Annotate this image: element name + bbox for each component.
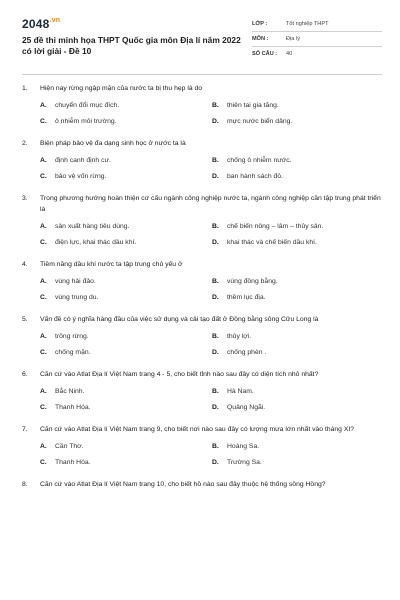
option-label: C. (40, 118, 47, 125)
answer-option[interactable] (212, 116, 384, 127)
answer-option[interactable] (40, 276, 212, 287)
option-label: D. (212, 118, 219, 125)
option-text: Cần Thơ. (55, 443, 84, 450)
question-number: 3. (22, 195, 28, 202)
question-number: 8. (22, 481, 28, 488)
option-label: B. (212, 443, 219, 450)
question-number: 1. (22, 85, 28, 92)
option-text: chuyển đổi mục đích. (55, 102, 120, 109)
option-label: A. (40, 157, 47, 164)
option-text: thềm lục địa. (227, 294, 266, 301)
question-item (22, 314, 382, 358)
meta-row-question-count (252, 47, 382, 61)
option-label: B. (212, 223, 219, 230)
question-item (22, 138, 382, 182)
option-label: D. (212, 173, 219, 180)
option-text: vùng đồng bằng. (227, 278, 278, 285)
header-left (22, 17, 242, 61)
answer-option[interactable] (212, 457, 384, 468)
answer-option[interactable] (40, 347, 212, 358)
answer-option[interactable] (40, 292, 212, 303)
question-text: Biện pháp bảo vệ đa dạng sinh học ở nước ta là (40, 140, 186, 147)
option-label: B. (212, 102, 219, 109)
option-text: chế biến nông – lâm – thủy sản. (227, 223, 324, 230)
question-number: 6. (22, 371, 28, 378)
option-label: A. (40, 388, 47, 395)
question-number: 5. (22, 316, 28, 323)
option-text: bảo vệ vốn rừng. (55, 173, 107, 180)
answer-option[interactable] (212, 155, 384, 166)
option-label: C. (40, 294, 47, 301)
question-number: 7. (22, 426, 28, 433)
question-item (22, 83, 382, 127)
option-label: A. (40, 102, 47, 109)
answer-option[interactable] (40, 402, 212, 413)
answer-option[interactable] (40, 171, 212, 182)
document-meta (252, 17, 382, 61)
question-text: Căn cứ vào Atlat Địa lí Việt Nam trang 9, cho biết nơi nào sau đây có lượng mưa lớn nhất vào tháng XI? (40, 426, 355, 433)
option-text: ô nhiễm môi trường. (55, 118, 117, 125)
answer-option[interactable] (40, 100, 212, 111)
meta-label: MÔN : (252, 36, 269, 42)
option-label: B. (212, 157, 219, 164)
answer-option[interactable] (40, 155, 212, 166)
meta-value: Địa lý (286, 36, 300, 42)
option-text: Thanh Hóa. (55, 404, 91, 411)
option-text: Hà Nam. (227, 388, 254, 395)
meta-row-subject (252, 32, 382, 47)
question-item (22, 424, 382, 468)
question-stem (22, 369, 382, 380)
meta-value: Tốt nghiệp THPT (286, 21, 329, 27)
question-text: Vấn đề có ý nghĩa hàng đầu của việc sử dụng và cải tạo đất ở Đồng bằng sông Cửu Long là (40, 316, 319, 323)
answer-options (40, 276, 382, 303)
meta-label: SỐ CÂU : (252, 51, 278, 57)
question-stem (22, 314, 382, 325)
option-text: vùng trung du. (55, 294, 99, 301)
answer-option[interactable] (212, 402, 384, 413)
question-stem (22, 259, 382, 270)
option-text: chống mặn. (55, 349, 91, 356)
question-item (22, 479, 382, 490)
option-label: A. (40, 333, 47, 340)
option-label: C. (40, 404, 47, 411)
question-stem (22, 193, 382, 215)
answer-options (40, 100, 382, 127)
answer-option[interactable] (40, 441, 212, 452)
option-text: điện lực, khai thác dầu khí. (55, 239, 137, 246)
answer-options (40, 331, 382, 358)
option-text: Bắc Ninh. (55, 388, 85, 395)
question-text: Căn cứ vào Atlat Địa lí Việt Nam trang 10, cho biết hồ nào sau đây thuộc hệ thống sông Hồng? (40, 481, 326, 488)
option-text: vùng hải đảo. (55, 278, 96, 285)
answer-option[interactable] (212, 292, 384, 303)
question-list (22, 83, 382, 490)
question-stem (22, 479, 382, 490)
option-label: D. (212, 459, 219, 466)
answer-option[interactable] (40, 237, 212, 248)
option-text: khai thác và chế biến dầu khí. (227, 239, 317, 246)
option-label: C. (40, 349, 47, 356)
question-item (22, 259, 382, 303)
option-label: D. (212, 404, 219, 411)
answer-option[interactable] (40, 457, 212, 468)
question-stem (22, 138, 382, 149)
option-text: ban hành sách đỏ. (227, 173, 283, 180)
option-text: trồng rừng. (55, 333, 89, 340)
option-label: D. (212, 294, 219, 301)
answer-option[interactable] (40, 386, 212, 397)
question-number: 4. (22, 261, 28, 268)
option-label: D. (212, 349, 219, 356)
question-item (22, 369, 382, 413)
option-text: Quảng Ngãi. (227, 404, 266, 411)
option-text: Trường Sa. (227, 459, 262, 466)
answer-option[interactable] (212, 237, 384, 248)
option-text: thiên tai gia tăng. (227, 102, 279, 109)
option-label: B. (212, 278, 219, 285)
answer-options (40, 155, 382, 182)
option-text: thủy lợi. (227, 333, 252, 340)
answer-option[interactable] (212, 347, 384, 358)
answer-options (40, 221, 382, 248)
answer-option[interactable] (40, 116, 212, 127)
document-title: 25 đề thi minh họa THPT Quốc gia môn Địa lí năm 2022 có lời giải - Đề 10 (22, 35, 241, 56)
meta-label: LỚP : (252, 21, 268, 27)
header-divider (22, 74, 382, 75)
answer-option[interactable] (40, 221, 212, 232)
option-text: Hoàng Sa. (227, 443, 260, 450)
meta-row-class (252, 17, 382, 32)
question-stem (22, 83, 382, 94)
question-text: Tiềm năng dầu khí nước ta tập trung chủ yếu ở (40, 261, 183, 268)
option-text: định canh định cư. (55, 157, 111, 164)
answer-option[interactable] (212, 441, 384, 452)
answer-option[interactable] (40, 331, 212, 342)
document-header (22, 0, 382, 61)
question-text: Hiện nay rừng ngập mặn của nước ta bị thu hẹp là do (40, 85, 203, 92)
option-text: chống ô nhiễm nước. (227, 157, 292, 164)
option-label: A. (40, 278, 47, 285)
option-text: sản xuất hàng tiêu dùng. (55, 223, 130, 230)
option-label: B. (212, 388, 219, 395)
logo-suffix: .vn (49, 17, 61, 24)
question-stem (22, 424, 382, 435)
meta-value: 40 (286, 51, 293, 57)
question-item (22, 193, 382, 248)
question-number: 2. (22, 140, 28, 147)
option-label: C. (40, 173, 47, 180)
answer-option[interactable] (212, 331, 384, 342)
option-label: C. (40, 239, 47, 246)
question-text: Trong phương hướng hoàn thiện cơ cấu ngành công nghiệp nước ta, ngành công nghiệp cần tập trung phát triển là (40, 195, 381, 213)
option-text: mực nước biển dâng. (227, 118, 293, 125)
option-text: chống phèn . (227, 349, 267, 356)
option-label: A. (40, 443, 47, 450)
option-label: C. (40, 459, 47, 466)
answer-options (40, 441, 382, 468)
option-label: D. (212, 239, 219, 246)
option-text: Thanh Hóa. (55, 459, 91, 466)
option-label: A. (40, 223, 47, 230)
answer-option[interactable] (212, 100, 384, 111)
answer-options (40, 386, 382, 413)
answer-option[interactable] (212, 386, 384, 397)
question-text: Căn cứ vào Atlat Địa lí Việt Nam trang 4 - 5, cho biết tỉnh nào sau đây có diện tích nhỏ nhất? (40, 371, 319, 378)
site-logo[interactable] (22, 17, 242, 31)
option-label: B. (212, 333, 219, 340)
logo-main: 2048 (22, 17, 50, 31)
answer-option[interactable] (212, 276, 384, 287)
answer-option[interactable] (212, 221, 384, 232)
answer-option[interactable] (212, 171, 384, 182)
